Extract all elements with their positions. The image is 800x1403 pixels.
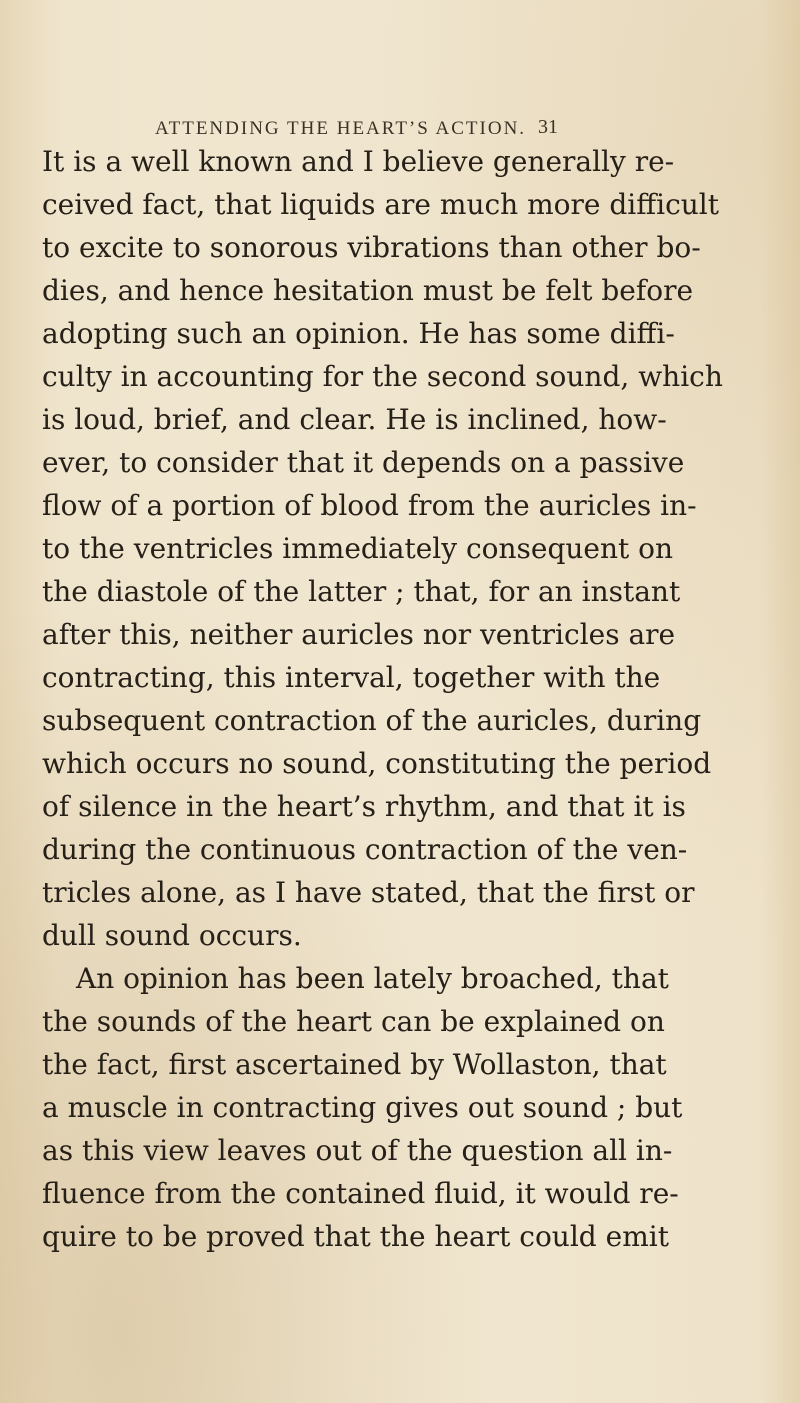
text-line: subsequent contraction of the auricles, during — [42, 704, 702, 737]
running-head: ATTENDING THE HEART’S ACTION. — [155, 118, 527, 139]
text-line: fluence from the contained fluid, it would re- — [42, 1177, 679, 1210]
text-line: the fact, first ascertained by Wollaston, that — [42, 1048, 667, 1081]
text-line: to excite to sonorous vibrations than other bo- — [42, 231, 701, 264]
text-line: a muscle in contracting gives out sound ; but — [42, 1091, 683, 1124]
text-line: dull sound occurs. — [42, 919, 302, 952]
text-line: as this view leaves out of the question all in- — [42, 1134, 673, 1167]
text-line: ceived fact, that liquids are much more difficult — [42, 188, 720, 221]
text-line: to the ventricles immediately consequent on — [42, 532, 674, 565]
text-line: the diastole of the latter ; that, for an instant — [42, 575, 681, 608]
text-line: is loud, brief, and clear. He is inclined, how- — [42, 403, 667, 436]
body-text — [42, 140, 762, 1258]
text-line: ever, to consider that it depends on a passive — [42, 446, 685, 479]
text-line: It is a well known and I believe generally re- — [42, 145, 675, 178]
text-line: quire to be proved that the heart could emit — [42, 1220, 669, 1253]
text-line: An opinion has been lately broached, that — [76, 962, 669, 995]
text-line: culty in accounting for the second sound, which — [42, 360, 723, 393]
text-line: after this, neither auricles nor ventricles are — [42, 618, 676, 651]
text-line: contracting, this interval, together with the — [42, 661, 661, 694]
text-line: during the continuous contraction of the ven- — [42, 833, 688, 866]
page-number: 31 — [538, 116, 559, 138]
text-line: tricles alone, as I have stated, that the first or — [42, 876, 695, 909]
text-line: the sounds of the heart can be explained on — [42, 1005, 665, 1038]
text-line: adopting such an opinion. He has some diffi- — [42, 317, 675, 350]
text-line: dies, and hence hesitation must be felt before — [42, 274, 694, 307]
text-line: of silence in the heart’s rhythm, and that it is — [42, 790, 686, 823]
text-line: which occurs no sound, constituting the period — [42, 747, 712, 780]
text-line: flow of a portion of blood from the auricles in- — [42, 489, 697, 522]
